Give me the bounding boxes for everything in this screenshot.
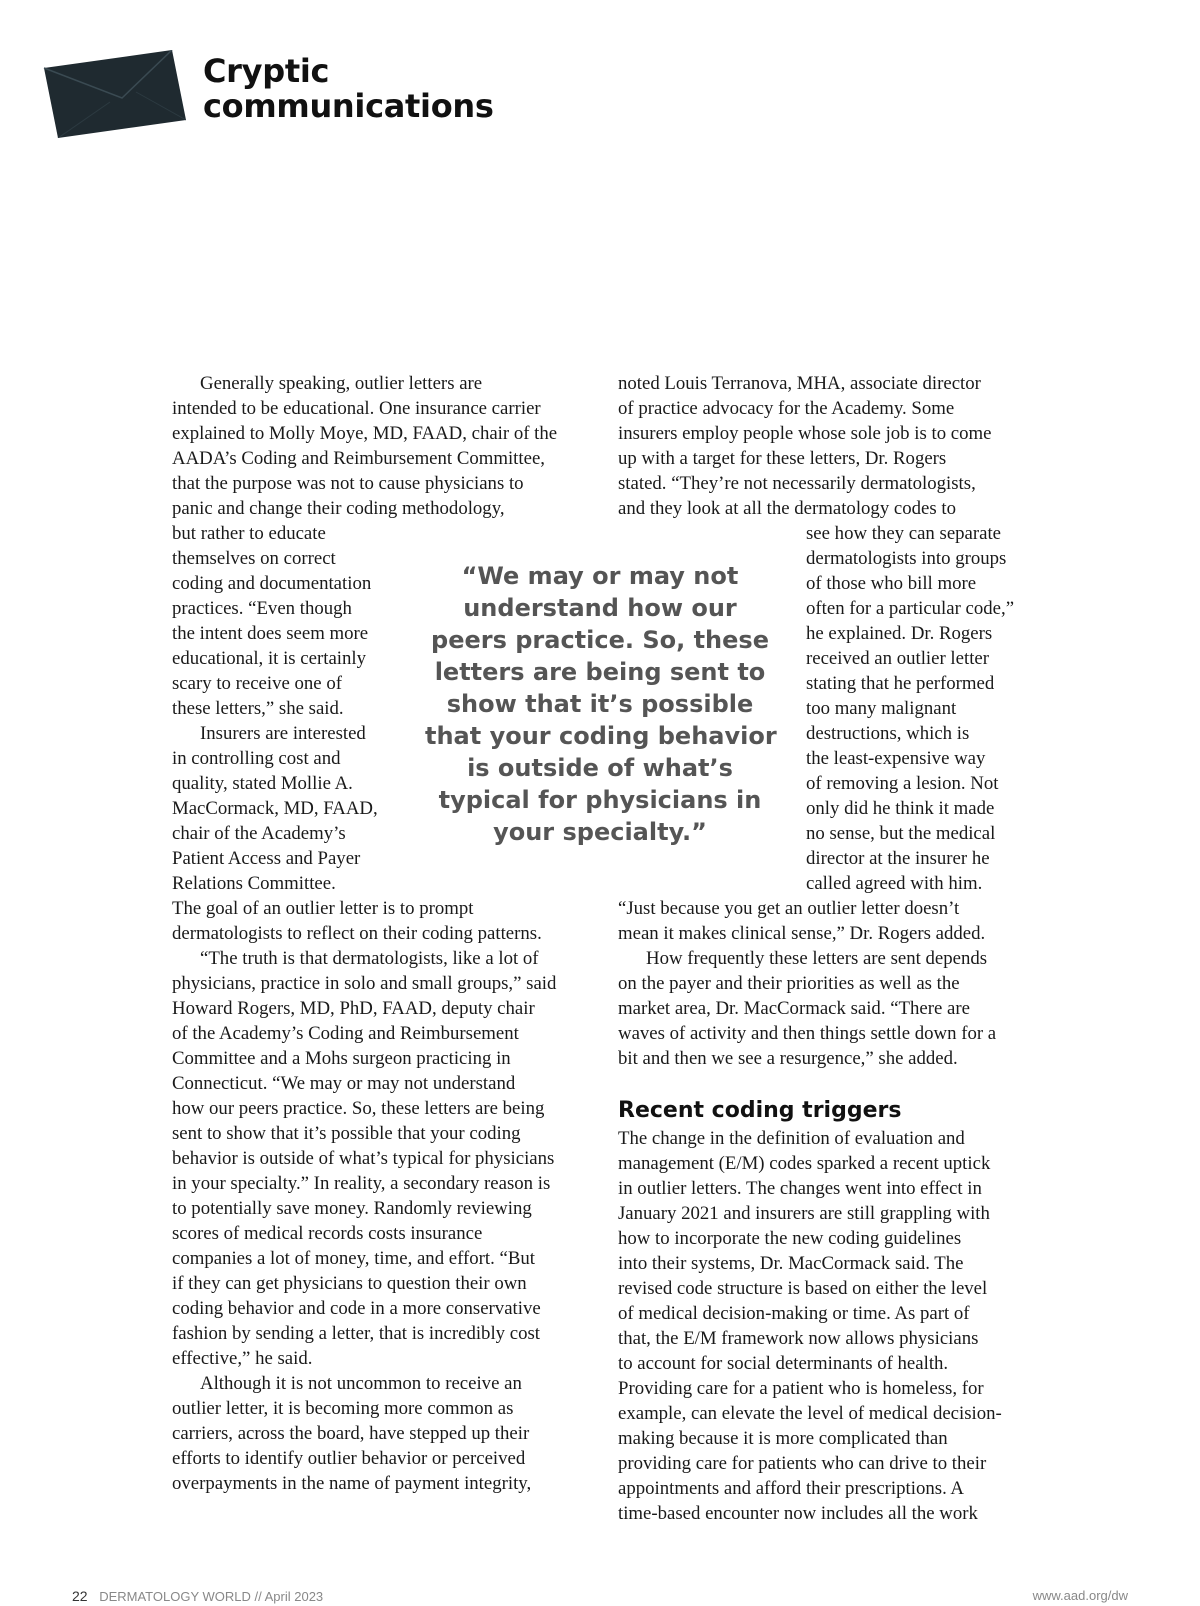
text-line: appointments and afford their prescriptions. A	[618, 1478, 964, 1499]
text-line: that the purpose was not to cause physicians to	[172, 473, 524, 494]
text-line: physicians, practice in solo and small groups,” said	[172, 973, 557, 994]
text-line: he explained. Dr. Rogers	[806, 623, 993, 644]
page-number: 22	[72, 1588, 88, 1604]
text-line: up with a target for these letters, Dr. Rogers	[618, 448, 947, 469]
text-line: of the Academy’s Coding and Reimbursement	[172, 1023, 519, 1044]
text-line: Generally speaking, outlier letters are	[200, 373, 483, 394]
text-line: MacCormack, MD, FAAD,	[172, 798, 378, 819]
text-line: The goal of an outlier letter is to prompt	[172, 898, 474, 919]
text-line: intended to be educational. One insurance carrier	[172, 398, 541, 419]
pull-quote-line: your specialty.”	[493, 818, 707, 846]
text-line: dermatologists to reflect on their coding patterns.	[172, 923, 542, 944]
text-line: educational, it is certainly	[172, 648, 367, 669]
section-title	[203, 54, 494, 124]
text-line: of those who bill more	[806, 573, 977, 594]
text-line: overpayments in the name of payment integrity,	[172, 1473, 532, 1494]
col1-wrap-text	[172, 521, 378, 896]
text-line: scores of medical records costs insurance	[172, 1223, 483, 1244]
website-link[interactable]: www.aad.org/dw	[1032, 1588, 1128, 1603]
text-line: of removing a lesion. Not	[806, 773, 999, 794]
text-line: how our peers practice. So, these letters are being	[172, 1098, 545, 1119]
text-line: no sense, but the medical	[806, 823, 996, 844]
text-line: only did he think it made	[806, 798, 995, 819]
pull-quote-line: “We may or may not	[461, 562, 739, 590]
text-line: carriers, across the board, have stepped up their	[172, 1423, 530, 1444]
section-title-line: Cryptic	[203, 52, 330, 90]
text-line: into their systems, Dr. MacCormack said. The	[618, 1253, 964, 1274]
text-line: “Just because you get an outlier letter doesn’t	[618, 898, 960, 919]
publication-credit: DERMATOLOGY WORLD // April 2023	[99, 1589, 324, 1604]
text-line: of practice advocacy for the Academy. Some	[618, 398, 955, 419]
text-line: destructions, which is	[806, 723, 970, 744]
text-line: the least-expensive way	[806, 748, 986, 769]
text-line: how to incorporate the new coding guidelines	[618, 1228, 962, 1249]
text-line: in your specialty.” In reality, a secondary reason is	[172, 1173, 551, 1194]
text-line: panic and change their coding methodology,	[172, 498, 505, 519]
text-line: waves of activity and then things settle down for a	[618, 1023, 997, 1044]
pull-quote-line: letters are being sent to	[434, 658, 766, 686]
text-line: effective,” he said.	[172, 1348, 313, 1369]
text-line: too many malignant	[806, 698, 957, 719]
text-line: bit and then we see a resurgence,” she added.	[618, 1048, 958, 1069]
col2-mid-paragraphs	[618, 896, 996, 1071]
pull-quote	[425, 560, 775, 848]
subheading: Recent coding triggers	[618, 1098, 902, 1123]
text-line: and they look at all the dermatology codes to	[618, 498, 956, 519]
text-line: Howard Rogers, MD, PhD, FAAD, deputy chair	[172, 998, 535, 1019]
text-line: if they can get physicians to question their own	[172, 1273, 527, 1294]
text-line: stating that he performed	[806, 673, 995, 694]
col2-bottom-paragraph	[618, 1126, 1002, 1526]
pull-quote-line: that your coding behavior	[425, 722, 777, 750]
text-line: companies a lot of money, time, and effort. “But	[172, 1248, 536, 1269]
text-line: Patient Access and Payer	[172, 848, 361, 869]
text-line: called agreed with him.	[806, 873, 983, 894]
text-line: noted Louis Terranova, MHA, associate director	[618, 373, 981, 394]
text-line: insurers employ people whose sole job is to come	[618, 423, 992, 444]
text-line: fashion by sending a letter, that is incredibly cost	[172, 1323, 541, 1344]
text-line: coding and documentation	[172, 573, 372, 594]
text-line: Although it is not uncommon to receive an	[200, 1373, 522, 1394]
text-line: in controlling cost and	[172, 748, 341, 769]
text-line: Insurers are interested	[200, 723, 366, 744]
text-line: explained to Molly Moye, MD, FAAD, chair of the	[172, 423, 558, 444]
pull-quote-line: show that it’s possible	[446, 690, 754, 718]
text-line: often for a particular code,”	[806, 598, 1015, 619]
text-line: example, can elevate the level of medical decision-	[618, 1403, 1002, 1424]
text-line: chair of the Academy’s	[172, 823, 346, 844]
text-line: market area, Dr. MacCormack said. “There are	[618, 998, 970, 1019]
text-line: sent to show that it’s possible that your coding	[172, 1123, 521, 1144]
text-line: in outlier letters. The changes went into effect in	[618, 1178, 982, 1199]
text-line: quality, stated Mollie A.	[172, 773, 353, 794]
text-line: the intent does seem more	[172, 623, 369, 644]
section-title-line: communications	[203, 87, 494, 125]
pull-quote-line: is outside of what’s	[467, 754, 733, 782]
text-line: behavior is outside of what’s typical for physicians	[172, 1148, 555, 1169]
text-line: of medical decision-making or time. As part of	[618, 1303, 970, 1324]
text-line: time-based encounter now includes all the work	[618, 1503, 978, 1524]
text-line: The change in the definition of evaluation and	[618, 1128, 965, 1149]
col2-wrap-text	[806, 521, 1014, 896]
text-line: director at the insurer he	[806, 848, 990, 869]
text-line: that, the E/M framework now allows physicians	[618, 1328, 979, 1349]
text-line: to potentially save money. Randomly reviewing	[172, 1198, 532, 1219]
text-line: outlier letter, it is becoming more common as	[172, 1398, 514, 1419]
text-line: Relations Committee.	[172, 873, 336, 894]
text-line: to account for social determinants of health.	[618, 1353, 949, 1374]
col2-top-paragraph	[618, 371, 991, 521]
pull-quote-line: peers practice. So, these	[431, 626, 769, 654]
text-line: How frequently these letters are sent depends	[646, 948, 988, 969]
text-line: “The truth is that dermatologists, like a lot of	[200, 948, 539, 969]
text-line: practices. “Even though	[172, 598, 352, 619]
pull-quote-line: understand how our	[463, 594, 737, 622]
text-line: scary to receive one of	[172, 673, 342, 694]
text-line: mean it makes clinical sense,” Dr. Rogers added.	[618, 923, 986, 944]
envelope-icon	[40, 50, 186, 138]
text-line: Connecticut. “We may or may not understand	[172, 1073, 516, 1094]
text-line: Committee and a Mohs surgeon practicing in	[172, 1048, 511, 1069]
text-line: dermatologists into groups	[806, 548, 1007, 569]
page-footer	[72, 1588, 323, 1604]
text-line: but rather to educate	[172, 523, 326, 544]
text-line: on the payer and their priorities as well as the	[618, 973, 960, 994]
text-line: see how they can separate	[806, 523, 1002, 544]
pull-quote-line: typical for physicians in	[438, 786, 762, 814]
text-line: these letters,” she said.	[172, 698, 344, 719]
text-line: making because it is more complicated than	[618, 1428, 948, 1449]
text-line: providing care for patients who can drive to their	[618, 1453, 987, 1474]
text-line: January 2021 and insurers are still grappling with	[618, 1203, 990, 1224]
text-line: themselves on correct	[172, 548, 336, 569]
col1-top-paragraph	[172, 371, 557, 521]
text-line: management (E/M) codes sparked a recent uptick	[618, 1153, 991, 1174]
text-line: Providing care for a patient who is homeless, for	[618, 1378, 984, 1399]
text-line: revised code structure is based on either the level	[618, 1278, 988, 1299]
text-line: efforts to identify outlier behavior or perceived	[172, 1448, 526, 1469]
col1-bottom-paragraphs	[172, 896, 556, 1496]
text-line: coding behavior and code in a more conservative	[172, 1298, 541, 1319]
text-line: received an outlier letter	[806, 648, 990, 669]
text-line: stated. “They’re not necessarily dermatologists,	[618, 473, 976, 494]
text-line: AADA’s Coding and Reimbursement Committee,	[172, 448, 545, 469]
